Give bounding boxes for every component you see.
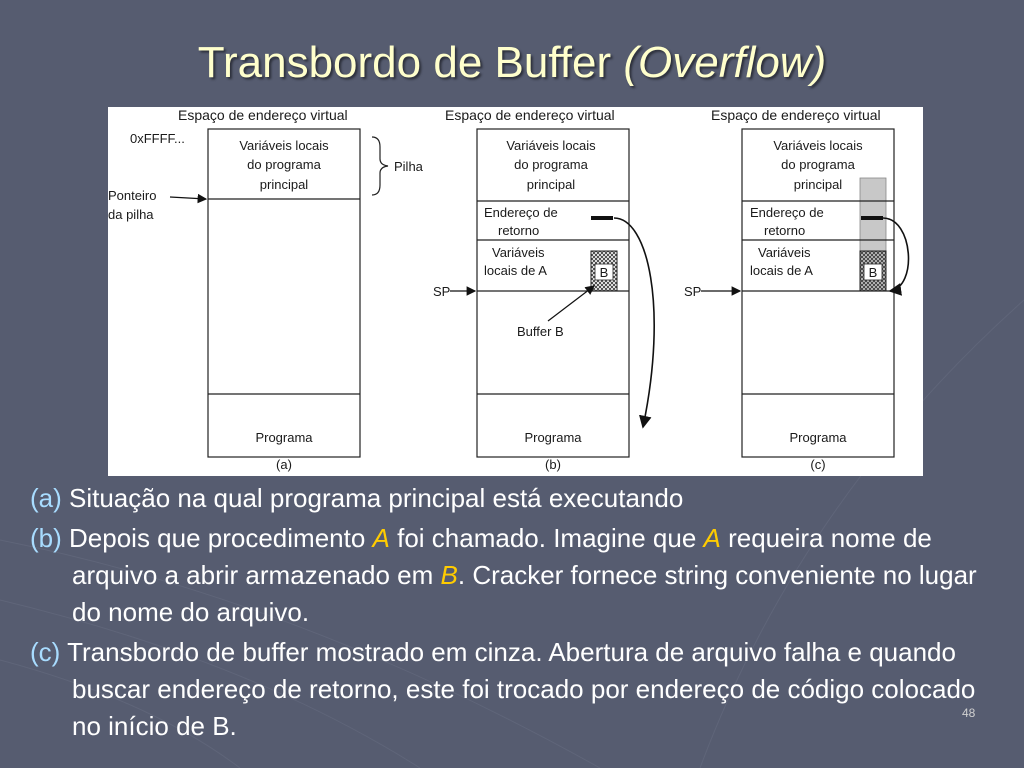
- panel-b-buffer-letter: B: [599, 265, 609, 280]
- panel-a-programa: Programa: [255, 430, 313, 445]
- caption-c-label: (c): [30, 637, 61, 667]
- pilha-brace: [372, 137, 388, 195]
- panel-c-a-locals-1: Variáveis: [758, 245, 811, 260]
- caption-b-text-3: requeira nome de arquivo a abrir armazenado em: [72, 523, 932, 590]
- caption-b-label: (b): [30, 523, 62, 553]
- panel-b-sp: SP: [433, 284, 451, 299]
- panel-b: [433, 107, 654, 472]
- addr-top-label: 0xFFFF...: [130, 131, 185, 146]
- panel-c-label: (c): [810, 457, 826, 472]
- panel-c-a-locals-2: locais de A: [750, 263, 813, 278]
- panel-c-buffer-letter: B: [868, 265, 878, 280]
- panel-b-return-arrow: [614, 218, 654, 427]
- panel-a-locals-2: do programa: [247, 157, 321, 172]
- stack-pointer-label-1: Ponteiro: [108, 188, 157, 203]
- page-number: 48: [962, 706, 976, 720]
- panel-a-heading: Espaço de endereço virtual: [178, 107, 348, 123]
- panel-a: [108, 107, 424, 472]
- caption-c: [30, 634, 1000, 745]
- panel-b-programa: Programa: [524, 430, 582, 445]
- panel-c-return-arrow: [883, 218, 908, 291]
- stack-pointer-label-2: da pilha: [108, 207, 154, 222]
- panel-c-locals-1: Variáveis locais: [773, 138, 863, 153]
- caption-c-text: Transbordo de buffer mostrado em cinza. Abertura de arquivo falha e quando buscar endereço de retorno, este foi trocado por endereço de código colocado no início de B.: [60, 637, 976, 741]
- caption-b: [30, 520, 1000, 631]
- panel-a-locals-1: Variáveis locais: [239, 138, 329, 153]
- title-main: Transbordo de Buffer: [197, 38, 624, 87]
- caption-a-label: (a): [30, 483, 62, 513]
- slide-title: [0, 38, 1024, 88]
- panel-c-sp: SP: [684, 284, 702, 299]
- stack-pointer-arrow: [170, 197, 206, 199]
- captions: [30, 480, 1000, 748]
- caption-b-text-1: Depois que procedimento: [61, 523, 373, 553]
- panel-c-locals-2: do programa: [781, 157, 855, 172]
- caption-b-em-1: A: [372, 523, 390, 553]
- title-italic: (Overflow): [623, 38, 827, 87]
- panel-c-locals-3: principal: [793, 177, 843, 192]
- caption-a: [30, 480, 1000, 517]
- panel-c-ret-2: retorno: [764, 223, 806, 238]
- caption-a-text: Situação na qual programa principal está executando: [61, 483, 684, 513]
- panel-b-locals-3: principal: [526, 177, 576, 192]
- panel-c-ret-1: Endereço de: [750, 205, 824, 220]
- panel-a-locals-3: principal: [259, 177, 309, 192]
- panel-b-a-locals-2: locais de A: [484, 263, 547, 278]
- panel-b-ret-1: Endereço de: [484, 205, 558, 220]
- buffer-b-label: Buffer B: [517, 324, 564, 339]
- caption-b-text-4: . Cracker fornece string conveniente no lugar do nome do arquivo.: [72, 560, 977, 627]
- panel-a-label: (a): [276, 457, 292, 472]
- panel-b-locals-2: do programa: [514, 157, 588, 172]
- panel-c-programa: Programa: [789, 430, 847, 445]
- caption-b-em-3: B: [440, 560, 458, 590]
- pilha-label: Pilha: [394, 159, 423, 174]
- panel-c: [684, 107, 908, 472]
- panel-b-ret-marker: [591, 216, 613, 220]
- panel-b-ret-2: retorno: [498, 223, 540, 238]
- panel-b-heading: Espaço de endereço virtual: [445, 107, 615, 123]
- memory-diagram: [108, 107, 923, 476]
- panel-c-ret-marker: [861, 216, 883, 220]
- panel-c-heading: Espaço de endereço virtual: [711, 107, 881, 123]
- panel-b-a-locals-1: Variáveis: [492, 245, 545, 260]
- panel-b-label: (b): [545, 457, 561, 472]
- panel-b-locals-1: Variáveis locais: [506, 138, 596, 153]
- caption-b-text-2: foi chamado. Imagine que: [389, 523, 704, 553]
- caption-b-em-2: A: [703, 523, 721, 553]
- diagram-svg: [108, 107, 923, 476]
